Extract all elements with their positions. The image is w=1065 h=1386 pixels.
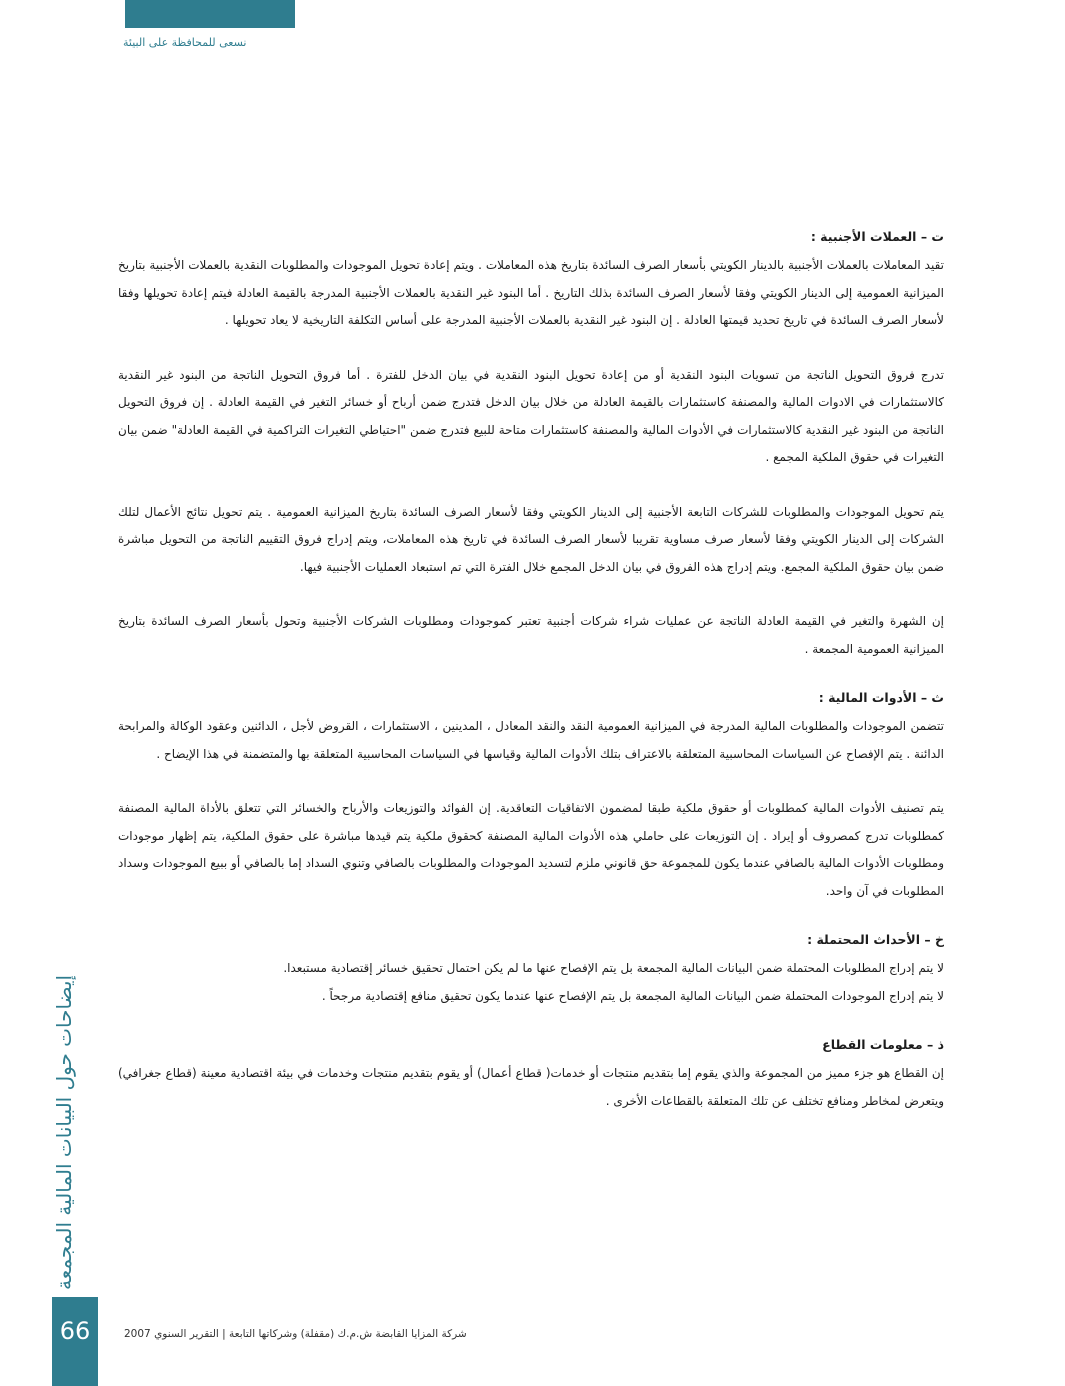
paragraph: لا يتم إدراج المطلوبات المحتملة ضمن البيانات المالية المجمعة بل يتم الإفصاح عنها ما لم يكن احتمال تحقيق خسائر إقتصادية مستبعدا. [283,961,944,975]
footer-year: 2007 [124,1328,151,1340]
paragraph: يتم تحويل الموجودات والمطلوبات للشركات التابعة الأجنبية إلى الدينار الكويتي وفقا لأسعار الصرف السائدة بتاريخ الميزانية العمومية . يتم تحويل نتائج الأعمال لتلك الشركات إلى الدينار الكويتي وفقا لأسعار صرف مساوية تقريبا لأسعار الصرف السائدة في تاريخ هذه المعاملات، ويتم إدراج فروق التقييم الناتجة من التحويل مباشرة ضمن بيان حقوق الملكية المجمع. ويتم إدراج هذه الفروق في بيان الدخل المجمع خلال الفترة التي تم استبعاد العمليات الأجنبية فيها. [118,504,944,574]
section-heading: ذ – معلومات القطاع [822,1037,944,1052]
footer-text: شركة المزايا القابضة ش.م.ك (مقفلة) وشركاتها التابعة | التقرير السنوي [154,1328,467,1340]
page-number: 66 [52,1297,98,1386]
section-foreign-currencies [118,222,944,663]
header-color-bar [125,0,295,28]
document-body [118,222,944,1115]
paragraph: إن القطاع هو جزء مميز من المجموعة والذي يقوم إما بتقديم منتجات أو خدمات( قطاع أعمال) أو يقوم بتقديم منتجات وخدمات في بيئة اقتصادية معينة (قطاع جغرافي) ويتعرض لمخاطر ومنافع تختلف عن تلك المتعلقة بالقطاعات الأخرى . [118,1066,944,1108]
section-contingencies [118,925,944,1010]
paragraph: لا يتم إدراج الموجودات المحتملة ضمن البيانات المالية المجمعة بل يتم الإفصاح عنها عندما يكون تحقيق منافع إقتصادية مرجحاً . [321,988,944,1003]
section-heading: ث – الأدوات المالية : [818,690,944,705]
paragraph: تدرج فروق التحويل الناتجة من تسويات البنود النقدية أو من إعادة تحويل البنود النقدية في بيان الدخل للفترة . أما فروق التحويل الناتجة من البنود غير النقدية كالاستثمارات في الادوات المالية والمصنفة كاستثمارات بالقيمة العادلة من خلال بيان الدخل فتدرج ضمن أرباح أو خسائر التغير في القيمة العادلة . إن فروق التحويل الناتجة من البنود غير النقدية كالاستثمارات في الأدوات المالية والمصنفة كاستثمارات متاحة للبيع فتدرج ضمن "احتياطي التغيرات التراكمية في القيمة العادلة" ضمن بيان التغيرات في حقوق الملكية المجمع . [118,367,944,464]
header-tagline: نسعى للمحافظة على البيئة [123,36,247,49]
section-heading: خ – الأحداث المحتملة : [807,932,944,947]
section-heading: ت – العملات الأجنبية : [810,229,944,244]
section-financial-instruments [118,683,944,905]
section-segment-info [118,1030,944,1115]
paragraph: إن الشهرة والتغير في القيمة العادلة الناتجة عن عمليات شراء شركات أجنبية تعتبر كموجودات ومطلوبات الشركات الأجنبية وتحول بأسعار الصرف السائدة بتاريخ الميزانية العمومية المجمعة . [118,614,944,656]
side-section-title: إيضاحات حول البيانات المالية المجمعة [52,974,76,1290]
paragraph: يتم تصنيف الأدوات المالية كمطلوبات أو حقوق ملكية طبقا لمضمون الاتفاقيات التعاقدية. إن الفوائد والتوزيعات والأرباح والخسائر التي تتعلق بالأداة المالية المصنفة كمطلوبات تدرج كمصروف أو إيراد . إن التوزيعات على حاملي هذه الأدوات المالية المصنفة كحقوق ملكية يتم قيدها مباشرة على حقوق الملكية، يتم إظهار موجودات ومطلوبات الأدوات المالية بالصافي عندما يكون للمجموعة حق قانوني ملزم لتسديد الموجودات والمطلوبات بالصافي وتنوي السداد إما بالصافي أو ببيع الموجودات وسداد المطلوبات في آن واحد. [118,801,944,898]
paragraph: تتضمن الموجودات والمطلوبات المالية المدرجة في الميزانية العمومية النقد والنقد المعادل ، المدينين ، الاستثمارات ، القروض لأجل ، الدائنين وعقود الوكالة والمرابحة الدائنة . يتم الإفصاح عن السياسات المحاسبية المتعلقة بالاعتراف بتلك الأدوات المالية وقياسها في السياسات المحاسبية المتعلقة بها والمتضمنة في هذا الإيضاح . [118,719,944,761]
paragraph: تقيد المعاملات بالعملات الأجنبية بالدينار الكويتي بأسعار الصرف السائدة بتاريخ هذه المعاملات . ويتم إعادة تحويل الموجودات والمطلوبات النقدية بالعملات الأجنبية بتاريخ الميزانية العمومية إلى الدينار الكويتي وفقا لأسعار الصرف السائدة بذلك التاريخ . أما البنود غير النقدية بالعملات الأجنبية المدرجة بالقيمة العادلة فيتم إعادة تحويلها وفقا لأسعار الصرف السائدة في تاريخ تحديد قيمتها العادلة . إن البنود غير النقدية بالعملات الأجنبية المدرجة على أساس التكلفة التاريخية لا يعاد تحويلها . [118,258,944,327]
footer [124,1328,467,1340]
